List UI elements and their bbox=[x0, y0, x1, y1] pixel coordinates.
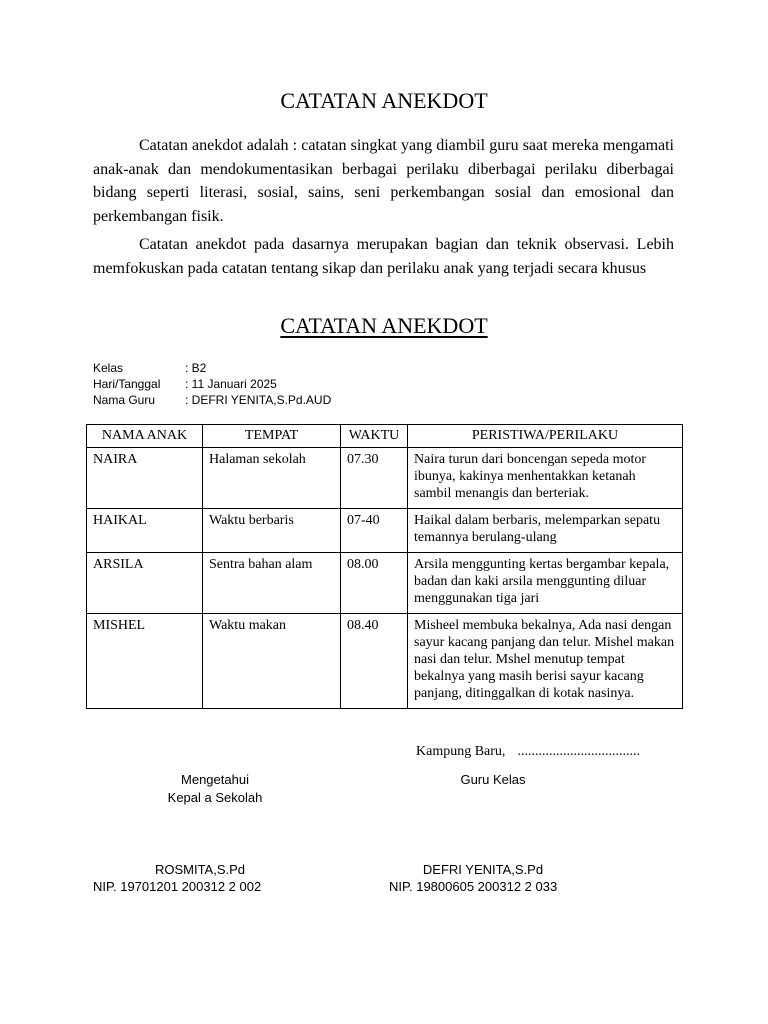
info-row-guru bbox=[93, 392, 331, 408]
info-row-kelas bbox=[93, 360, 331, 376]
cell-tempat: Waktu berbaris bbox=[203, 509, 341, 553]
cell-peristiwa: Haikal dalam berbaris, melemparkan sepatu temannya berulang-ulang bbox=[408, 509, 683, 553]
tanggal-value: : 11 Januari 2025 bbox=[185, 377, 277, 391]
header-waktu: WAKTU bbox=[341, 425, 408, 448]
place-text: Kampung Baru, bbox=[416, 744, 506, 759]
info-block bbox=[93, 360, 331, 408]
intro-paragraph-text: Catatan anekdot adalah : catatan singkat yang diambil guru saat mereka mengamati anak-anak dan mendokumentasikan berbagai perilaku diberbagai perilaku diberbagai bidang seperti literasi, sosial, sains, seni perkembangan sosial dan emosional dan perkembangan fisik. bbox=[93, 137, 674, 225]
table-row bbox=[87, 448, 683, 509]
table-header-row bbox=[87, 425, 683, 448]
tanggal-label: Hari/Tanggal bbox=[93, 377, 161, 391]
kelas-value: : B2 bbox=[185, 361, 207, 375]
cell-peristiwa: Naira turun dari boncengan sepeda motor ibunya, kakinya menhentakkan ketanah sambil menangis dan berteriak. bbox=[408, 448, 683, 509]
cell-tempat: Sentra bahan alam bbox=[203, 553, 341, 614]
cell-nama: NAIRA bbox=[87, 448, 203, 509]
guru-kelas-label: Guru Kelas bbox=[460, 772, 526, 787]
intro-paragraph bbox=[93, 134, 674, 228]
guru-label: Nama Guru bbox=[93, 393, 156, 407]
signature-right-heading bbox=[408, 771, 578, 789]
header-tempat: TEMPAT bbox=[203, 425, 341, 448]
cell-waktu: 08.40 bbox=[341, 614, 408, 709]
cell-peristiwa: Arsila menggunting kertas bergambar kepala, badan dan kaki arsila menggunting diluar menggunakan tiga jari bbox=[408, 553, 683, 614]
place-date-line bbox=[416, 744, 640, 760]
teacher-nip: NIP. 19800605 200312 2 033 bbox=[389, 879, 558, 894]
cell-waktu: 08.00 bbox=[341, 553, 408, 614]
teacher-name: DEFRI YENITA,S.Pd bbox=[422, 862, 544, 877]
principal-nip: NIP. 19701201 200312 2 002 bbox=[93, 879, 262, 894]
document-title: CATATAN ANEKDOT bbox=[280, 88, 488, 113]
cell-tempat: Waktu makan bbox=[203, 614, 341, 709]
table-row bbox=[87, 509, 683, 553]
kepala-sekolah-label: Kepal a Sekolah bbox=[167, 790, 263, 805]
mengetahui-label: Mengetahui bbox=[181, 772, 249, 787]
second-paragraph bbox=[93, 233, 674, 280]
table-row bbox=[87, 553, 683, 614]
kelas-label: Kelas bbox=[93, 361, 124, 375]
cell-nama: MISHEL bbox=[87, 614, 203, 709]
second-paragraph-text: Catatan anekdot pada dasarnya merupakan bagian dan teknik observasi. Lebih memfokuskan pada catatan tentang sikap dan perilaku anak yang terjadi secara khusus bbox=[93, 236, 674, 277]
signature-left-heading bbox=[130, 771, 300, 807]
cell-nama: HAIKAL bbox=[87, 509, 203, 553]
cell-waktu: 07.30 bbox=[341, 448, 408, 509]
info-row-tanggal bbox=[93, 376, 331, 392]
principal-name: ROSMITA,S.Pd bbox=[154, 862, 246, 877]
form-title: CATATAN ANEKDOT bbox=[280, 313, 488, 338]
cell-nama: ARSILA bbox=[87, 553, 203, 614]
cell-waktu: 07-40 bbox=[341, 509, 408, 553]
header-nama: NAMA ANAK bbox=[87, 425, 203, 448]
cell-tempat: Halaman sekolah bbox=[203, 448, 341, 509]
table-row bbox=[87, 614, 683, 709]
guru-value: : DEFRI YENITA,S.Pd.AUD bbox=[185, 393, 332, 407]
cell-peristiwa: Misheel membuka bekalnya, Ada nasi dengan sayur kacang panjang dan telur. Mishel makan nasi dan telur. Mshel menutup tempat bekalnya yang masih berisi sayur kacang panjang, ditinggalkan di kotak nasinya. bbox=[408, 614, 683, 709]
date-placeholder-dots: ................................... bbox=[517, 744, 640, 759]
anecdote-table bbox=[86, 424, 683, 709]
header-peristiwa: PERISTIWA/PERILAKU bbox=[408, 425, 683, 448]
